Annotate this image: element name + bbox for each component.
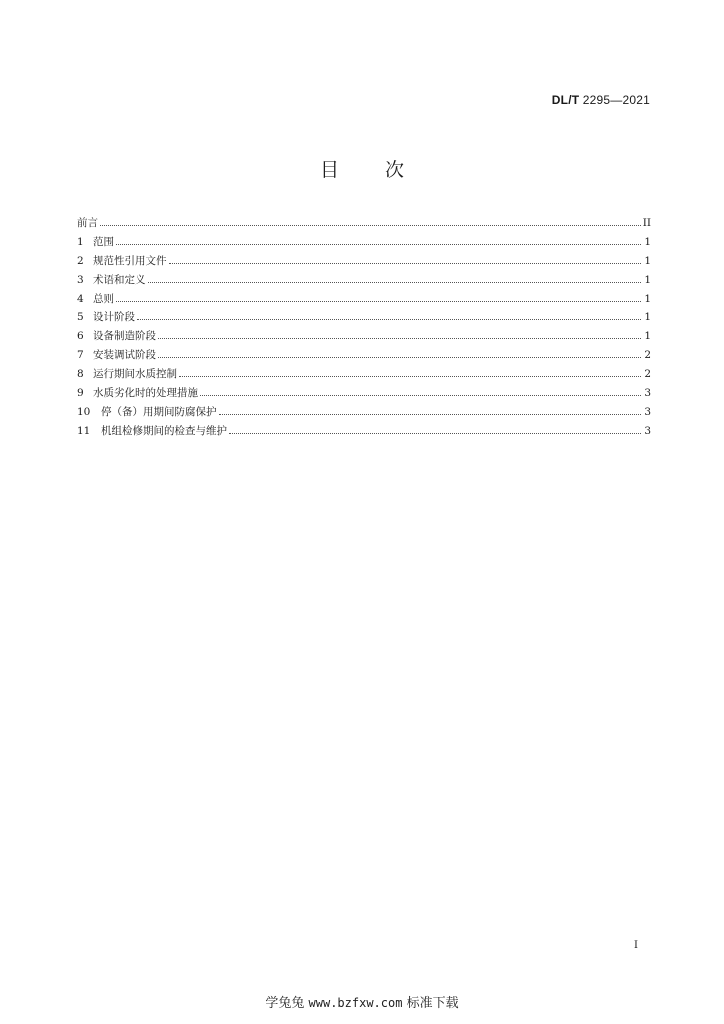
toc-entry[interactable] — [77, 422, 651, 441]
toc-entry-number: 11 — [77, 424, 91, 437]
document-code — [552, 93, 650, 107]
watermark-prefix: 学兔兔 — [265, 996, 309, 1011]
toc-entry-page: 1 — [644, 254, 651, 267]
toc-entry-number: 5 — [77, 311, 84, 324]
table-of-contents — [77, 214, 651, 441]
toc-entry-label: 停（备）用期间防腐保护 — [101, 405, 217, 418]
toc-title: 目次 — [319, 159, 450, 181]
toc-entry[interactable] — [77, 252, 651, 271]
toc-entry-label: 术语和定义 — [93, 273, 146, 286]
toc-dot-leader — [137, 318, 641, 320]
document-code-number: 2295—2021 — [579, 93, 650, 107]
toc-entry-label: 规范性引用文件 — [93, 254, 167, 267]
toc-entry[interactable] — [77, 233, 651, 252]
toc-entry-number: 1 — [77, 235, 84, 248]
toc-dot-leader — [169, 262, 642, 264]
toc-entry-label: 机组检修期间的检查与维护 — [101, 424, 227, 437]
toc-entry[interactable] — [77, 214, 651, 233]
toc-entry-page: 3 — [644, 387, 651, 400]
toc-dot-leader — [148, 281, 642, 283]
toc-entry[interactable] — [77, 403, 651, 422]
toc-entry-label: 安装调试阶段 — [93, 349, 156, 362]
page-number: I — [634, 940, 638, 951]
footer-watermark — [0, 992, 724, 1011]
toc-entry[interactable] — [77, 346, 651, 365]
toc-dot-leader — [219, 413, 642, 415]
toc-entry-page: 2 — [644, 368, 651, 381]
toc-entry-label: 设计阶段 — [93, 311, 135, 324]
toc-entry[interactable] — [77, 327, 651, 346]
toc-entry-number: 8 — [77, 368, 84, 381]
toc-entry-label: 设备制造阶段 — [93, 330, 156, 343]
document-code-prefix: DL/T — [551, 93, 580, 107]
toc-dot-leader — [229, 432, 641, 434]
toc-dot-leader — [100, 224, 641, 226]
toc-entry-label: 前言 — [77, 217, 98, 229]
watermark-suffix: 标准下载 — [402, 996, 459, 1011]
toc-entry-page: II — [642, 217, 651, 229]
toc-entry-number: 6 — [77, 330, 84, 343]
toc-entry-number: 2 — [77, 254, 84, 267]
toc-entry-page: 1 — [644, 235, 651, 248]
toc-entry-number: 7 — [77, 349, 84, 362]
toc-entry-number: 10 — [77, 405, 91, 418]
toc-entry[interactable] — [77, 271, 651, 290]
toc-entry[interactable] — [77, 365, 651, 384]
toc-entry-page: 3 — [644, 405, 651, 418]
toc-entry-page: 2 — [644, 349, 651, 362]
toc-entry-number: 3 — [77, 273, 84, 286]
watermark-url[interactable]: www.bzfxw.com — [308, 996, 403, 1010]
toc-entry-page: 1 — [644, 273, 651, 286]
toc-dot-leader — [179, 375, 641, 377]
toc-entry-page: 3 — [644, 424, 651, 437]
toc-dot-leader — [200, 394, 641, 396]
toc-entry-number: 9 — [77, 387, 84, 400]
toc-entry-page: 1 — [644, 330, 651, 343]
toc-entry-label: 总则 — [93, 292, 114, 305]
toc-entry-number: 4 — [77, 292, 84, 305]
toc-dot-leader — [158, 337, 641, 339]
toc-entry[interactable] — [77, 290, 651, 309]
toc-entry-page: 1 — [644, 292, 651, 305]
toc-entry-label: 范围 — [93, 235, 114, 248]
toc-entry[interactable] — [77, 308, 651, 327]
toc-dot-leader — [158, 356, 641, 358]
toc-entry-label: 水质劣化时的处理措施 — [93, 387, 198, 400]
toc-entry[interactable] — [77, 384, 651, 403]
toc-entry-page: 1 — [644, 311, 651, 324]
toc-dot-leader — [116, 300, 641, 302]
toc-dot-leader — [116, 243, 641, 245]
toc-entry-label: 运行期间水质控制 — [93, 368, 177, 381]
